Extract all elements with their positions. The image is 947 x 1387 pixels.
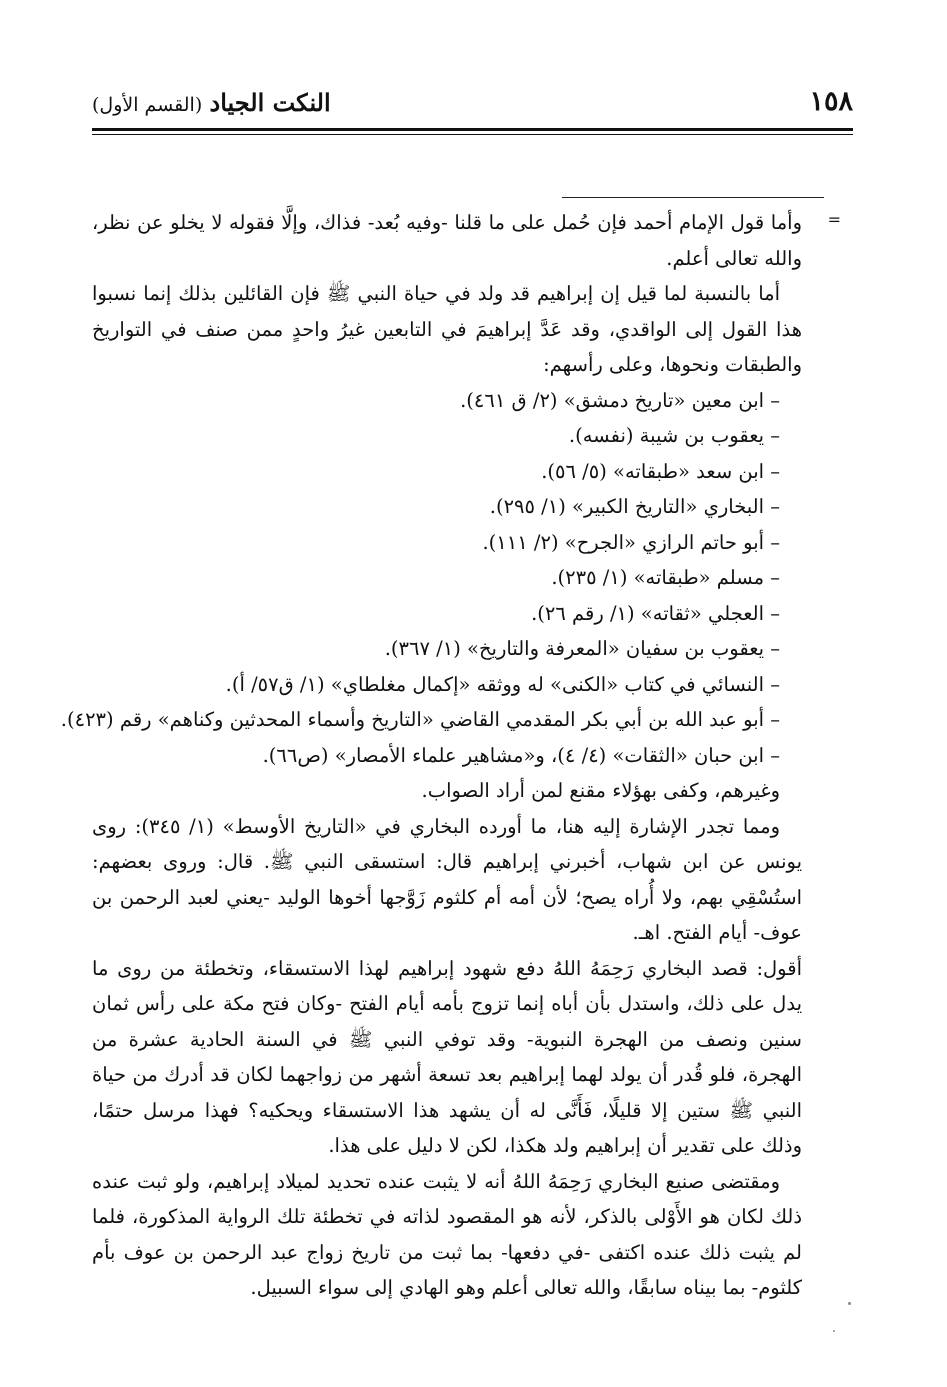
reference-item: – العجلي «ثقاته» (١/ رقم ٢٦). <box>92 596 780 632</box>
paragraph-4: ومما تجدر الإشارة إليه هنا، ما أورده البخاري في «التاريخ الأوسط» (١/ ٣٤٥): روى يونس عن ابن شهاب، أخبرني إبراهيم قال: استسقى النبي ﷺ. قال: وروى بعضهم: استُسْقِي بهم، ولا أُراه يصح؛ لأن أمه أم كلثوم زَوَّجها أخوها الوليد -يعني لعبد الرحمن بن عوف- أيام الفتح. اهـ. <box>92 814 802 944</box>
scan-speck <box>848 1302 851 1305</box>
running-head <box>92 86 331 122</box>
reference-item: – يعقوب بن سفيان «المعرفة والتاريخ» (١/ ٣٦٧). <box>92 631 780 667</box>
reference-item: – ابن حبان «الثقات» (٤/ ٤)، و«مشاهير علماء الأمصار» (ص٦٦). <box>92 738 780 774</box>
reference-item: – أبو حاتم الرازي «الجرح» (٢/ ١١١). <box>92 525 780 561</box>
page-header <box>92 84 853 124</box>
reference-item: – يعقوب بن شيبة (نفسه). <box>92 418 780 454</box>
book-title: النكت الجياد <box>209 88 331 117</box>
reference-item: – مسلم «طبقاته» (١/ ٢٣٥). <box>92 560 780 596</box>
paragraph-2: أما بالنسبة لما قيل إن إبراهيم قد ولد في حياة النبي ﷺ فإن القائلين بذلك إنما نسبوا هذا القول إلى الواقدي، وقد عَدَّ إبراهيمَ في التابعين غيرُ واحدٍ ممن صنف في التواريخ والطبقات ونحوها، وعلى رأسهم: <box>92 282 802 376</box>
paragraph-5: أقول: قصد البخاري رَحِمَهُ اللهُ دفع شهود إبراهيم لهذا الاستسقاء، وتخطئة من روى ما يدل على ذلك، واستدل بأن أباه إنما تزوج بأمه أيام الفتح -وكان فتح مكة على رأس ثمان سنين ونصف من الهجرة النبوية- وقد توفي النبي ﷺ في السنة الحادية عشرة من الهجرة، فلو قُدر أن يولد لهما إبراهيم بعد تسعة أشهر من زواجهما لكان قد أدرك من حياة النبي ﷺ ستين إلا قليلًا، فَأَنَّى له أن يشهد هذا الاستسقاء ويحكيه؟ فهذا مرسل حتمًا، وذلك على تقدير أن إبراهيم ولد هكذا، لكن لا دليل على هذا. <box>92 956 802 1157</box>
footnote-separator <box>562 197 824 198</box>
paragraph-6: ومقتضى صنيع البخاري رَحِمَهُ اللهُ أنه لا يثبت عنده تحديد لميلاد إبراهيم، ولو ثبت عنده ذلك لكان هو الأَوْلى بالذكر، لأنه هو المقصود لذاته في تخطئة تلك الرواية المذكورة، فلما لم يثبت ذلك عنده اكتفى -في دفعها- بما ثبت من تاريخ زواج عبد الرحمن بن عوف بأم كلثوم- بما بيناه سابقًا، والله تعالى أعلم وهو الهادي إلى سواء السبيل. <box>92 1169 802 1299</box>
footnote-text <box>60 205 802 1306</box>
paragraph-1: وأما قول الإمام أحمد فإن حُمل على ما قلنا -وفيه بُعد- فذاك، وإلَّا فقوله لا يخلو عن نظر، والله تعالى أعلم. <box>92 211 802 270</box>
header-rule-thick <box>92 128 853 131</box>
footnote-continuation-mark: = <box>827 210 841 229</box>
page-number: ١٥٨ <box>809 86 853 117</box>
reference-item: – ابن معين «تاريخ دمشق» (٢/ ق ٤٦١). <box>92 383 780 419</box>
reference-list <box>60 383 802 774</box>
header-rule-thin <box>92 134 853 135</box>
reference-item: – النسائي في كتاب «الكنى» له ووثقه «إكمال مغلطاي» (١/ ق٥٧/ أ). <box>92 667 780 703</box>
scan-speck <box>833 1330 835 1332</box>
reference-item: – ابن سعد «طبقاته» (٥/ ٥٦). <box>92 454 780 490</box>
reference-item: – البخاري «التاريخ الكبير» (١/ ٢٩٥). <box>92 489 780 525</box>
paragraph-3: وغيرهم، وكفى بهؤلاء مقنع لمن أراد الصواب. <box>421 779 780 802</box>
reference-item: – أبو عبد الله بن أبي بكر المقدمي القاضي «التاريخ وأسماء المحدثين وكناهم» رقم (٤٢٣). <box>92 702 780 738</box>
book-part: (القسم الأول) <box>92 94 203 116</box>
